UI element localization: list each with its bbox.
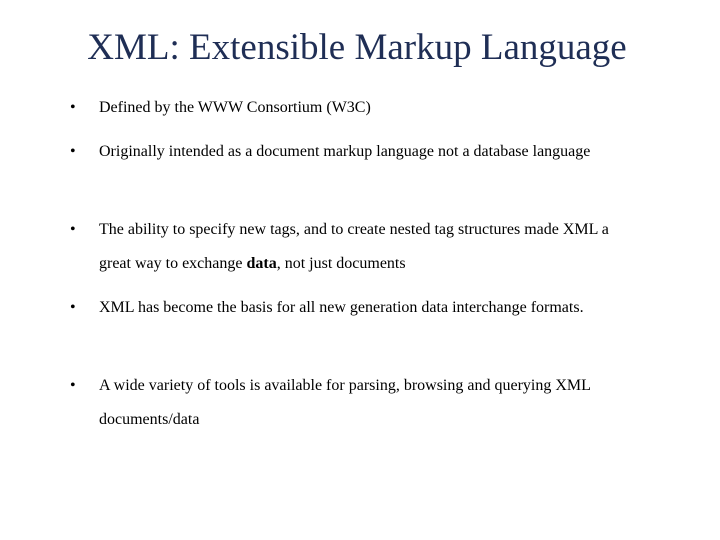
bullet-item xyxy=(0,369,720,437)
bullet-list xyxy=(0,91,720,447)
bullet-text: Originally intended as a document markup language not a database language xyxy=(99,143,591,160)
bullet-icon: • xyxy=(70,299,76,316)
bullet-item xyxy=(0,135,720,203)
bullet-item xyxy=(0,91,720,125)
bullet-icon: • xyxy=(70,221,76,238)
bullet-text-before: The ability to specify new tags, and to create nested tag structures made XML a great way to exchange xyxy=(99,221,609,272)
bullet-item xyxy=(0,291,720,359)
slide-title: XML: Extensible Markup Language xyxy=(87,27,627,68)
bullet-text: A wide variety of tools is available for parsing, browsing and querying XML documents/data xyxy=(99,377,591,428)
bullet-text-bold: data xyxy=(246,255,277,272)
bullet-text-after: , not just documents xyxy=(276,255,406,272)
bullet-text: Defined by the WWW Consortium (W3C) xyxy=(99,99,371,116)
bullet-icon: • xyxy=(70,377,76,394)
bullet-text xyxy=(99,213,629,281)
bullet-icon: • xyxy=(70,99,76,116)
bullet-icon: • xyxy=(70,143,76,160)
bullet-text: XML has become the basis for all new generation data interchange formats. xyxy=(99,299,584,316)
bullet-item xyxy=(0,213,720,281)
